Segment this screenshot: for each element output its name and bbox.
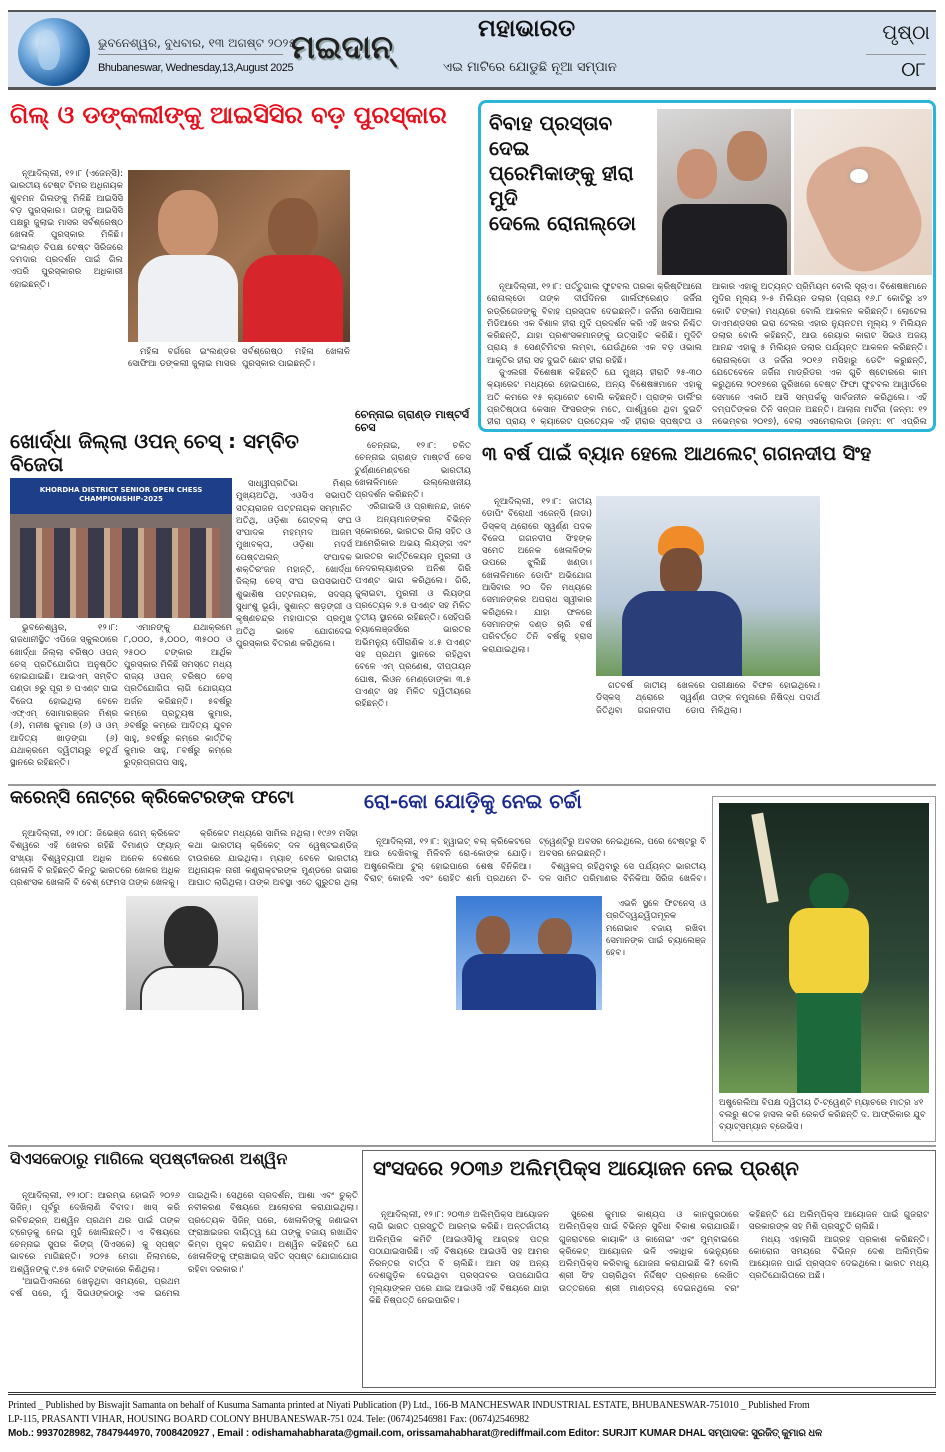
paragraph: ମହିଳା ବର୍ଗରେ ଇଂଲଣ୍ଡର ସୋଫିଆ ଡଙ୍କଲୀ ଜୁଲାଇ ମାସର ସର୍ବଶ୍ରେଷ୍ଠ ମହିଳା ଖେଳାଳି ପୁରସ୍କାର ପାଇଛନ୍ତି। bbox=[128, 347, 350, 370]
paragraph: ଜୁଏଲରୀ ବିଶେଷଜ୍ଞ କହିଛନ୍ତି ଯେ ମୁଖ୍ୟ ହୀରାଟି ୨୫-୩୦ କ୍ୟାରେଟ ମଧ୍ୟରେ ହୋଇପାରେ, ଅନ୍ୟ ବିଶେଷଜ୍ଞମାନେ ଏହାକୁ ଅତି କମରେ ୧୫ କ୍ୟାରେଟ ବୋଲି କହିଛନ୍ତି। ପ୍ରାଙ୍କ ଡାର୍ଲିଂର ପ୍ରତିଷ୍ଠାତା କେସାନ ଫିସରଙ୍କ ମତେ, ପାର୍ଶ୍ୱରେ ଥିବା ଦୁଇଟି ହୀରା ପ୍ରାୟ ୧ କ୍ୟାରେଟ ପ୍ରତ୍ୟେକ ଏହି ହୀରାର ସ୍ପଷ୍ଟତା ଓ ଆକାର ଏହାକୁ ଅତ୍ୟନ୍ତ ପ୍ରିମିୟମ ବୋଲି ସୂଚାଏ। ବିଶେଷଜ୍ଞମାନେ ମୁଦିର ମୂଲ୍ୟ ୨-୫ ମିଲିୟନ ଡଲାର (ପ୍ରାୟ ୧୬.୮ କୋଟିରୁ ୪୨ କୋଟି ଟଙ୍କା) ମଧ୍ୟରେ ବୋଲି ଆକଳନ କରିଛନ୍ତି। ଲୋଟେଲ ଡାଏମଣ୍ଡସର ଇରା ଟେଲର ଏହାର ନ୍ୟୁନତମ ମୂଲ୍ୟ ୨ ମିଲିୟନ ଡଲାର ବୋଲି କହିଛନ୍ତି, ଆଉ ରେୟାର କାରାଟ ସିଇଓ ଅଜୟ ଆନନ୍ଦ ଏହାକୁ ୫ ମିଲିୟନ ଡଲାର ପର୍ଯ୍ୟନ୍ତ ଆକଳନ କରିଛନ୍ତି। ରୋନାଲ୍ଡୋ ଓ ଜର୍ଜିନା ୨୦୧୬ ମସିହାରୁ ଡେଟିଂ କରୁଛନ୍ତି, ଯେତେବେଳେ ଜର୍ଜିନା ମାଡ୍ରିଡର ଏକ ଗୁଚି ଷ୍ଟୋରରେ କାମ କରୁଥିଲେ ୨୦୧୭ରେ ଜୁରିଖରେ ବେଷ୍ଟ ଫିଫା ଫୁଟବଲ ଆୱାର୍ଡରେ ସେମାନେ ଏକାଠି ଆସି ସମ୍ପର୍କକୁ ସାର୍ବଜନୀନ କରିଥିଲେ। ଏହି ଦମ୍ପତିଙ୍କର ତିନି ସନ୍ତାନ ଅଛନ୍ତି। ଆଲାନା ମାର୍ଟିନା (ଜନ୍ମ: ୧୨ ନଭେମ୍ବର ୨୦୧୭), ବେଲା ଏସମେରାଲଡା (ଜନ୍ମ: ୧୮ ଏପ୍ରିଲ bbox=[487, 282, 927, 428]
paragraph: ସାଧ୍ୱୀପ୍ରତିଭା ମିଶ୍ର ମୁଖ୍ୟଅତିଥି, ଏଓସିଏ ସଭାପତି ସତ୍ୟରାଜନ ପଟ୍ଟନାୟକ ସମ୍ମାନିତ ଅତିଥି, ଓଡ଼ିଶା ଗେଟ୍‌ବଲ୍ ସଂଘ ସଂପାଦକ ମହମ୍ମଦ ଆଜମ ମୁଖାବକ୍ତା, ଓଡ଼ିଶା ମଦର୍ସ ପେଷ୍ଟଥଲନ୍ ସଂପାଦକ ଶକ୍ତିରଂଜନ ମହାନ୍ତି, ଖୋର୍ଦ୍ଧା ଜିଲ୍ଲା ଚେସ୍ ସଂଘ ଉପସଭାପତି ଶୁଭାଶିଷ ପଟ୍ଟନାୟକ, ସଦସ୍ୟ ସୁଧାଂଶୁ ଭୂୟାଁ, ସୁଶାନ୍ତ ଷଡ଼ଙ୍ଗୀ ଓ କୃଷ୍ଣଚନ୍ଦ୍ର ମହାପାତ୍ର ପ୍ରମୁଖ ଅତିଥି ଭାବେ ଯୋଗଦେଇ ପୁରସ୍କାର ବିତରଣ କରିଥିଲେ। bbox=[236, 479, 352, 649]
divider bbox=[8, 784, 936, 786]
paragraph: ନୂଆଦିଲ୍ଲୀ, ୧୨।୮: ୨୦୩୬ ଅଲିମ୍ପିକ୍ସ ଆୟୋଜନ ଲାଗି ଭାରତ ପ୍ରସ୍ତୁତି ଆରମ୍ଭ କରିଛି। ଅନ୍ତର୍ଜାତୀୟ ଅଲିମ୍ପିକ କମିଟି (ଆଇଓସି)କୁ ଆଗ୍ରହ ପତ୍ର ପଠାଯାଇସାରିଛି। ଏହି ବିଷୟରେ ଆଇଓସି ସହ ଆମର ନିରନ୍ତର ବାର୍ତ୍ତା ବି ଚାଲିଛି। ଆମ ସହ ଅନ୍ୟ ଦେଶଗୁଡ଼ିକ ଦେଇଥିବା ପ୍ରସ୍ତାବର ଉପଯୋଗିତା ମୂଲ୍ୟାଙ୍କନ ପରେ ଯାଇ ଆଇଓସି ଏହି ବିଷୟରେ ଯାହା କିଛି ନିଷ୍ପତ୍ତି ନେଇପାରିବ। bbox=[369, 1210, 549, 1307]
headline-chess: ଚେନ୍ନାଇ ଗ୍ରାଣ୍ଡ ମାଷ୍ଟର୍ସ ଚେସ bbox=[355, 408, 469, 434]
newspaper-logo: ମହାଭାରତ bbox=[478, 14, 576, 42]
headline-line: ଦେଲେ ରୋନାଲ୍ଡୋ bbox=[489, 211, 636, 235]
article-ashwin bbox=[10, 1190, 358, 1387]
paragraph: ସୁରେଶ କୁମାର କାଶ୍ୟପ ଓ କାନପୁରଠାରେ ଅଲିମ୍ପିକ୍ସ ପାଇଁ ବିଭିନ୍ନ ସୁବିଧା ବିକାଶ କରାଯାଉଛି। ଗୁଜରାଟରେ କାୟାକିଂ ଓ କାନୋଇଂ ଏବଂ ମୁମ୍ବାଇରେ କ୍ରିକେଟ୍ ଆୟୋଜନ ଭଳି ଏକାଧିକ ଭେନ୍ୟୁରେ ଅଲିମ୍ପିକ୍ସ କରିବାକୁ ଯୋଜନା କରାଯାଇଛି କି? ବୋଲି ଶ୍ରୀ ସିଂହ ପଚାରିଥିବା ନିର୍ଦ୍ଦିଷ୍ଟ ପ୍ରଶ୍ନର ଲେଖିତ ଉତ୍ତରରେ ଶ୍ରୀ ମାଣ୍ଡବ୍ୟ ଦେଇନଥିଲେ ବରଂ କହିଛନ୍ତି ଯେ ଅଲିମ୍ପିକ୍ସ ଆୟୋଜନ ପାଇଁ ଗୁଜରାଟ ସରକାରଙ୍କ ସହ ମିଶି ପ୍ରସ୍ତୁତି ଚାଲିଛି। bbox=[559, 1210, 929, 1294]
date-odia: ଭୁବନେଶ୍ୱର, ବୁଧବାର, ୧୩ ଅଗଷ୍ଟ ୨୦୨୫ bbox=[98, 36, 283, 55]
globe-logo-icon bbox=[18, 18, 90, 86]
headline-gill: ଗିଲ୍ ଓ ଡଙ୍କଲୀଙ୍କୁ ଆଇସିସିର ବଡ଼ ପୁରସ୍କାର bbox=[10, 101, 447, 129]
photo-gill-dunkley bbox=[128, 170, 350, 342]
article-ronaldo-body bbox=[487, 281, 927, 429]
paragraph: ନୂଆଦିଲ୍ଲୀ, ୧୨।୮ (ଏଜେନ୍ସି): ଭାରତୀୟ ଟେଷ୍ଟ ଟିମର ଅଧିନାୟକ ଶୁବମନ ଗିଲଙ୍କୁ ମିଳିଛି ଆଇସିସି ବଡ଼ ପୁରସ୍କାର। ତାଙ୍କୁ ଆଇସିସି ପକ୍ଷରୁ ଜୁଲାଇ ମାସର ସର୍ବଶ୍ରେଷ୍ଠ ଖେଳାଳି ପୁରସ୍କାର ମିଳିଛି। ଇଂଲଣ୍ଡ ବିପକ୍ଷ ଟେଷ୍ଟ ସିରିଜରେ ଦମଦାର ପ୍ରଦର୍ଶନ ପାଇଁ ଗିଲ ଏପରି ପୁରସ୍କାରର ଅଧିକାରୀ ହୋଇଛନ୍ତି। bbox=[10, 169, 123, 290]
page-number: ୦୮ bbox=[866, 54, 926, 81]
paragraph: ନୂଆଦିଲ୍ଲୀ, ୧୨।୮: ଜାତୀୟ ଡୋପିଂ ବିରୋଧୀ ଏଜେନ୍ସି (ନାଡା) ଡିସ୍କସ୍ ଥ୍ରୋରେ ସ୍ୱର୍ଣ୍ଣ ପଦକ ବିଜେତା ଗଗନଦୀପ ସିଂହଙ୍କ ସମେତ ଅନେକ ଖେଳାଳିଙ୍କ ଉପରେ ଝୁଲିଛି ଖଣ୍ଡା। ଖେଳାଳିମାନେ ଡୋପିଂ ଅଭିଯୋଗ ଆସିବାର ୨୦ ଦିନ ମଧ୍ୟରେ ସେମାନଙ୍କର ଅପରାଧ ସ୍ୱୀକାର କରିଥିଲେ। ଯାହା ଫଳରେ ସେମାନଙ୍କ ଦଣ୍ଡ ଚାରି ବର୍ଷ ପରିବର୍ତ୍ତେ ତିନି ବର୍ଷକୁ ହ୍ରାସ କରାଯାଇଥିଲା। bbox=[482, 497, 592, 655]
imprint-line-1: Printed _ Published by Biswajit Samanta on behalf of Kusuma Samanta printed at Niyati Publication (P) Ltd., 166-B MANCHESWAR INDUSTRIAL ESTATE, BHUBANESWAR-751010 _ Published From bbox=[8, 1400, 810, 1411]
article-roko-lead bbox=[364, 836, 706, 894]
article-chess bbox=[355, 440, 471, 782]
paragraph: 'ଆଇପିଏଲରେ ଖେଳୁଥିବା ସମୟରେ, ପ୍ରଥମ ବର୍ଷ ପରେ, ମୁଁ ସିଇଓଙ୍କଠାରୁ ଏକ ଇମେଲ ପାଇଥିଲି। ସେଥିରେ ପ୍ରଦର୍ଶନ, ଆଶା ଏବଂ ଚୁକ୍ତି ନବୀକରଣ ବିଷୟରେ ଆଲୋଚନା କରାଯାଇଥିଲା। ପ୍ରତ୍ୟେକ ସିଜିନ୍ ପରେ, ଖେଳାଳିଙ୍କୁ ଜଣାଇବା ଫ୍ରାଞ୍ଚାଇଜର ଦାୟିତ୍ୱ ଯେ ତାଙ୍କୁ ବଜାୟ ରଖାଯିବ କିମ୍ବା ମୁକ୍ତ କରାଯିବ। ଅଶ୍ୱିନ କହିଛନ୍ତି ଯେ ଖେଳାଳିଙ୍କୁ ଫ୍ରାଞ୍ଚାଇଜ୍ ସହିତ ସ୍ପଷ୍ଟ ଯୋଗାଯୋଗ ରହିବା ଦରକାର।' bbox=[10, 1191, 358, 1300]
photo-diamond-ring bbox=[794, 109, 932, 275]
photo-chess-winners bbox=[10, 478, 232, 618]
headline-sansad: ସଂସଦରେ ୨୦୩୬ ଅଲିମ୍ପିକ୍ସ ଆୟୋଜନ ନେଇ ପ୍ରଶ୍ନ bbox=[373, 1156, 799, 1180]
headline-ashwin: ସିଏସକେଠାରୁ ମାଗିଲେ ସ୍ପଷ୍ଟୀକରଣ ଅଶ୍ୱିନ bbox=[10, 1149, 288, 1168]
paragraph: ମଧ୍ୟ ଏହାଲାଗି ଆଗ୍ରହ ପ୍ରକାଶ କରିଛନ୍ତି। କୋରୋନା ସମୟରେ ବିଭିନ୍ନ ଦେଶ ଅଲିମ୍ପିକ ଆୟୋଜନ ପାଇଁ ପ୍ରସ୍ତାବ ଦେଇଥିଲେ। ଭାରତ ମଧ୍ୟ ପ୍ରତିଯୋଗିତାରେ ଅଛି। bbox=[749, 1234, 929, 1282]
imprint-line-2: LP-115, PRASANTI VIHAR, HOUSING BOARD COLONY BHUBANESWAR-751 024. Tele: (0674)2546981 Fax: (0674)2546982 bbox=[8, 1414, 529, 1425]
photo-brevis-celebration bbox=[719, 803, 929, 1093]
masthead bbox=[8, 10, 936, 90]
headline-line: ବିବାହ ପ୍ରସ୍ତାବ ଦେଇ bbox=[489, 111, 613, 160]
photo-cricketer-bw bbox=[126, 896, 258, 1010]
headline-line: ପ୍ରେମିକାଙ୍କୁ ହୀରା ମୁଦି bbox=[489, 161, 634, 210]
imprint-line-3 bbox=[8, 1427, 936, 1441]
article-karen-lead bbox=[10, 828, 358, 892]
paragraph: ବିଶ୍ୱକପ୍ ରହିଥିବାରୁ ସେ ପର୍ଯ୍ୟନ୍ତ ଭାରତୀୟ ଦଳ ସାମିତ ପରିମାଣର ବିନିକିଆ ସିରିଜ ଖେଳିବ। bbox=[539, 861, 706, 884]
editor-english: Editor: SURJIT KUMAR DHAL bbox=[568, 1428, 706, 1439]
tagline: ଏଇ ମାଟିରେ ଯୋଡୁଛି ନୂଆ ସମ୍ପାନ bbox=[443, 60, 617, 75]
divider bbox=[8, 1145, 936, 1147]
headline-ronaldo bbox=[489, 111, 651, 236]
photo-rohit-kohli bbox=[456, 896, 602, 1010]
section-title: ମଇଦାନ୍ bbox=[291, 28, 393, 66]
headline-karen: କରେନ୍ସି ନୋଟ୍‌ରେ କ୍ରିକେଟରଙ୍କ ଫଟୋ bbox=[10, 787, 294, 808]
photo-gagandeep-singh bbox=[596, 496, 820, 676]
article-gill-col2 bbox=[128, 346, 350, 406]
editor-odia: ସମ୍ପାଦକ: ସୁରଜିତ୍ କୁମାର ଧଳ bbox=[708, 1428, 823, 1439]
headline-khordha: ଖୋର୍ଦ୍ଧା ଜିଲ୍ଲା ଓପନ୍ ଚେସ୍ : ସମ୍ବିତ ବିଜେତା bbox=[10, 429, 299, 476]
article-sansad-body bbox=[369, 1209, 929, 1385]
page-label: ପୃଷ୍ଠା bbox=[882, 20, 930, 44]
paragraph: ଭୁବନେଶ୍ୱର, ୧୨।୮: ରାଜଧାନୀସ୍ଥିତ ଏପିଜେ ସ୍କୁଲଠାରେ ଖୋର୍ଦ୍ଧା ଜିଲ୍ଲା ବରିଷ୍ଠ ଓପନ୍ ଚେସ୍ ପ୍ରତିଯୋଗିତା ଅନୁଷ୍ଠିତ ହୋଇଯାଇଛି। ଆଇଏମ୍ ସମ୍ବିତ ପଣ୍ଡା ୭ରୁ ପୂରା ୭ ପଏଣ୍ଟ ପାଇ ବିଜେତା ହୋଇଥିଲା ବେଳେ ଏଫ୍ଏମ୍ ସୋମାରଞ୍ଜନ ମିଶ୍ର (୬), ମନୀଷ କୁମାର (୬) ଓ ଓମ୍ ଆଦିତ୍ୟ ଖାଡ଼ଙ୍ଗା (୬) ଯଥାକ୍ରମେ ଦ୍ୱିତୀୟରୁ ଚତୁର୍ଥ ସ୍ଥାନରେ ରହିଛନ୍ତି। bbox=[10, 623, 118, 769]
paragraph: ଏଭଳି ସ୍ଥଳେ ଫିଟନେସ୍ ଓ ପ୍ରତିଦ୍ୱନ୍ଦ୍ୱିତାମୂଳକ ମନୋଭାବ ବଜାୟ ରଖିବା ସେମାନଙ୍କ ପାଇଁ ଚ୍ୟାଲେଞ୍ଜ ହେବ। bbox=[606, 899, 706, 959]
paragraph: ଚେନ୍ନାଇ, ୧୨।୮: ଚଳିତ ଚେନ୍ନାଇ ଗ୍ରାଣ୍ଡ ମାଷ୍ଟର୍ସ ଚେସ ଟୁର୍ଣ୍ଣାମେଣ୍ଟରେ ଭାରତୀୟ ଖେଳାଳିମାନେ ଉଲ୍ଲେଖନୀୟ ପ୍ରଦର୍ଶନ କରିଛନ୍ତି। bbox=[355, 441, 471, 501]
paragraph: ଏରିଗାଇସି ଓ ପ୍ରଜ୍ଞାନନ୍ଦ, ଜାବେ ଓ ଅନ୍ୟମାନଙ୍କର ବିଭିନ୍ନ ସ୍କୋରରେ, ଭାରତର ଗିଲା ସହିତ ଓ ଆମେରିକାର ଅଭୟ ଲିୟଙ୍ଗ ଏବଂ ଭାରତର କାର୍ତ୍ତିକେୟନ ମୁରଲୀ ଓ ନେଦରଲ୍ୟାଣ୍ଡର ଅନିଶ ଗିରି ପଏଣ୍ଟ ଭାଗ କରିଥିଲେ। ଗିରି, ଜୁଲାଇଟା, ମୁରଲୀ ଓ ଲିୟଙ୍ଗ ପ୍ରତ୍ୟେକ ୨.୫ ପଏଣ୍ଟ ସହ ମିଳିତ ତୃତୀୟ ସ୍ଥାନରେ ରହିଛନ୍ତି। ସେହିପରି ଚ୍ୟାଲେଞ୍ଜର୍ସରେ ଭାରତର ଅଭିମନ୍ୟୁ ପୌରାଣିକ ୪.୫ ପଏଣ୍ଟ ସହ ପ୍ରଥମ ସ୍ଥାନରେ ରହିଥିବା ବେଳେ ଏମ୍ ପ୍ରଣେଶ, ଦୀପ୍ତାୟନ ଘୋଷ, ଲିଓନ ମେଣ୍ଡୋଙ୍କା ୩.୫ ପଏଣ୍ଟ ସହ ମିଳିତ ଦ୍ୱିତୀୟରେ ରହିଛନ୍ତି। bbox=[355, 502, 471, 710]
paragraph: ନୂଆଦିଲ୍ଲୀ, ୧୨।୦୮: ଆରମ୍ଭ ହୋଇନି ୨୦୨୬ ସିଜିନ୍। ପୂର୍ବରୁ ଦେଖିଲାଣି ବିବାଦ। ଖାସ୍ କରି ରବିଚନ୍ଦ୍ରନ୍ ଅଶ୍ୱିନ ପ୍ରଥମ ଥର ପାଇଁ ତାଙ୍କ ଟ୍ରେଡ଼କୁ ନେଇ ମୁହଁ ଖୋଲିଛନ୍ତି। ଏ ବିଷୟରେ ଚେନ୍ନାଇ ସୁପର କିଙ୍ଗ୍ (ସିଏସକେ) କୁ ସ୍ପଷ୍ଟ ଭାବରେ ମାଗିଛନ୍ତି। ୨୦୨୫ ମେଗା ନିଲାମରେ, ଅଶ୍ୱିନଙ୍କୁ ୯.୭୫ କୋଟି ଟଙ୍କାରେ କିଣିଥିଲା। bbox=[10, 1191, 180, 1275]
photo-ronaldo-couple bbox=[657, 109, 791, 275]
paragraph: ଏମାନଙ୍କୁ ଯଥାକ୍ରମେ ୮,୦୦୦, ୫,୦୦୦, ୩୫୦୦ ଓ ୨୫୦୦ ଟଙ୍କାର ଆର୍ଥିକ ପୁରସ୍କାର ମିଳିଛି ସମସ୍ତେ ମଧ୍ୟ ରାଜ୍ୟ ଓପନ୍ ବରିଷ୍ଠ ଚେସ୍ ପ୍ରତିଯୋଗିତା ଲାଗି ଯୋଗ୍ୟତା ଅର୍ଜନ କରିଛନ୍ତି। ୫ବର୍ଷରୁ କମ୍‌ରେ ପ୍ରତ୍ୟୁଷ କୁମାର, ୬ବର୍ଷରୁ କମ୍‌ରେ ଆଦିତ୍ୟ ଯୁବନ ସାହୁ, ୭ବର୍ଷରୁ କମ୍‌ରେ କାର୍ତ୍ତିକ୍ କୁମାର ସାହୁ, ୮ବର୍ଷରୁ କମ୍‌ରେ ରୁଦ୍ରପ୍ରତାପ ସାହୁ, bbox=[124, 623, 232, 769]
article-athlete-col2 bbox=[596, 680, 820, 776]
date-english: Bhubaneswar, Wednesday,13,August 2025 bbox=[98, 62, 294, 74]
photo-brevis-box bbox=[712, 796, 936, 1142]
contact-info: Mob.: 9937028982, 7847944970, 7008420927 , Email : odishamahabharata@gmail.com, orissamahabharat@rediffmail.com bbox=[8, 1428, 567, 1439]
article-roko-side bbox=[606, 898, 706, 1138]
headline-roko: ରୋ-କୋ ଯୋଡ଼ିକୁ ନେଇ ଚର୍ଚ୍ଚା bbox=[364, 789, 582, 813]
article-athlete-col1 bbox=[482, 496, 592, 776]
article-khordha-body bbox=[10, 622, 232, 782]
headline-athlete: ୩ ବର୍ଷ ପାଇଁ ବ୍ୟାନ ହେଲେ ଆଥଲେଟ୍ ଗଗନଦୀପ ସିଂହ bbox=[482, 443, 872, 465]
paragraph: ନୂଆଦିଲ୍ଲୀ, ୧୨।୮: ପର୍ତ୍ତୁଗାଲ ଫୁଟବଲ ତାରକା କ୍ରିଷ୍ଟିଆନୋ ରୋନାଲ୍ଡୋ ତାଙ୍କ ଦୀର୍ଘଦିନର ଗାର୍ଲଫ୍ରେଣ୍ଡ ଜର୍ଜିନା ରଡ୍ରିଗେଜଙ୍କୁ ବିବାହ ପ୍ରସ୍ତାବ ଦେଇଛନ୍ତି। ଜର୍ଜିନା ସୋସିଆଲ ମିଡିଆରେ ଏକ ବିଶାଳ ହୀରା ମୁଦି ପ୍ରଦର୍ଶନ କରି ଏହି ଖବର ନିଶ୍ଚିତ କରିଛନ୍ତି, ଯାହା ପ୍ରଶଂସକମାନଙ୍କୁ ଉତ୍ସାହିତ କରିଛି। ମୁଦିଟି ପ୍ରାୟ ୫ ସେଣ୍ଟିମିଟର ଲମ୍ବା, ଯେଉଁଥିରେ ଏକ ବଡ଼ ଓଭାଲ ଆକୃତିର ହୀରା ସହ ଦୁଇଟି ଛୋଟ ହୀରା ରହିଛି। bbox=[487, 282, 702, 366]
photo-banner: KHORDHA DISTRICT SENIOR OPEN CHESS CHAMPIONSHIP-2025 bbox=[10, 478, 232, 514]
article-gill-col1 bbox=[10, 168, 123, 416]
photo-caption: ଅଷ୍ଟ୍ରେଲିଆ ବିପକ୍ଷ ଦ୍ୱିତୀୟ ଟି-ଟ୍ୱେଣ୍ଟି ମ୍ୟାଚରେ ମାତ୍ର ୪୧ ବଲରୁ ଶତକ ହାସଲ କରି ରେକର୍ଡ କରିଛନ୍ତି ଦ. ଆଫ୍ରିକାର ଯୁବ ବ୍ୟାଟ୍ସମ୍ୟାନ ବ୍ରେଭିସ। bbox=[719, 1098, 926, 1132]
article-sansad-box bbox=[362, 1150, 936, 1388]
paragraph: ନୂଆଦିଲ୍ଲୀ, ୧୨।୦୮: ଜିଭେଞ୍ଜ ଗେମ୍ କ୍ରିକେଟ ବିଶ୍ୱରେ ଏହି ଖେଳର ରହିଛି ବିମାଣ୍ଡ ଫ୍ୟାନ୍ ସଂଖ୍ୟା ବିଶ୍ୱବ୍ୟାପୀ ଅଧିକ ଅନେକ ଦେଶରେ ଖେଳାଳି ବି ରହିଛନ୍ତି କିନ୍ତୁ ଭାରତରେ ଖେଳର ଅଧିକ ପ୍ରଶଂସକ ଖେଳାଳି ବି ବେଶ୍ ଫେମସ ତାଙ୍କ ଖେଳକୁ। bbox=[10, 829, 180, 889]
imprint-footer bbox=[8, 1392, 936, 1441]
paragraph: ଗତବର୍ଷ ଜାତୀୟ ଖେଳରେ ଡିସ୍କସ୍ ଥ୍ରୋରେ ସ୍ୱର୍ଣ୍ଣ ଜିତିଥିବା ଗଗନଦୀପ ଡୋପ ପରୀକ୍ଷାରେ ବିଫଳ ହୋଇଥିଲେ। ତାଙ୍କ ନମୁନାରେ ନିଷିଦ୍ଧ ପଦାର୍ଥ ମିଳିଥିଲା। bbox=[596, 681, 820, 716]
article-ronaldo-box bbox=[478, 100, 936, 432]
paragraph: କ୍ରିକେଟ ମଧ୍ୟରେ ସାମିଲ ନଥିଲା। ୧୯୬୨ ମସିହା କଥା ଭାରତୀୟ କ୍ରିକେଟ୍ ଦଳ ୱେଷ୍ଟଇଣ୍ଡିଜ୍ ଟାଉରରେ ଯାଇଥିଲା। ମ୍ୟାଚ୍ ବେଳେ ଭାରତୀୟ ଅଧିନାୟକ ନାରୀ କଣ୍ଟ୍ରାକ୍ଟରଙ୍କ ମୁଣ୍ଡରେ ଗଭୀର ଆଘାତ ଲାଗିଥିଲା। ତାଙ୍କ ଅବସ୍ଥା ଏତେ ଗୁରୁତର ଥିଲା bbox=[188, 829, 358, 889]
article-khordha-col3 bbox=[236, 478, 352, 782]
paragraph: ନୂଆଦିଲ୍ଲୀ, ୧୨।୮: ହ୍ୱାଇଟ୍ ବଲ୍ କ୍ରିକେଟରେ ଆଉ ଦେଖିବାକୁ ମିଳିବନି ରୋ-କୋଙ୍କ ଯୋଡ଼ି। ଅଷ୍ଟ୍ରେଲିଆ ଟୁର୍ ହୋଇପାରେ ଶେଷ ବିନିକିଆ। ବିରାଟ୍ କୋହଲି ଏବଂ ରୋହିତ ଶର୍ମା ପ୍ରଥମେ ଟି-ଟ୍ୱେଣ୍ଟିରୁ ଅବସର ନେଇଥିଲେ, ପରେ ଟେଷ୍ଟରୁ ବି ଅବସର ନେଇଛନ୍ତି। bbox=[364, 837, 706, 884]
